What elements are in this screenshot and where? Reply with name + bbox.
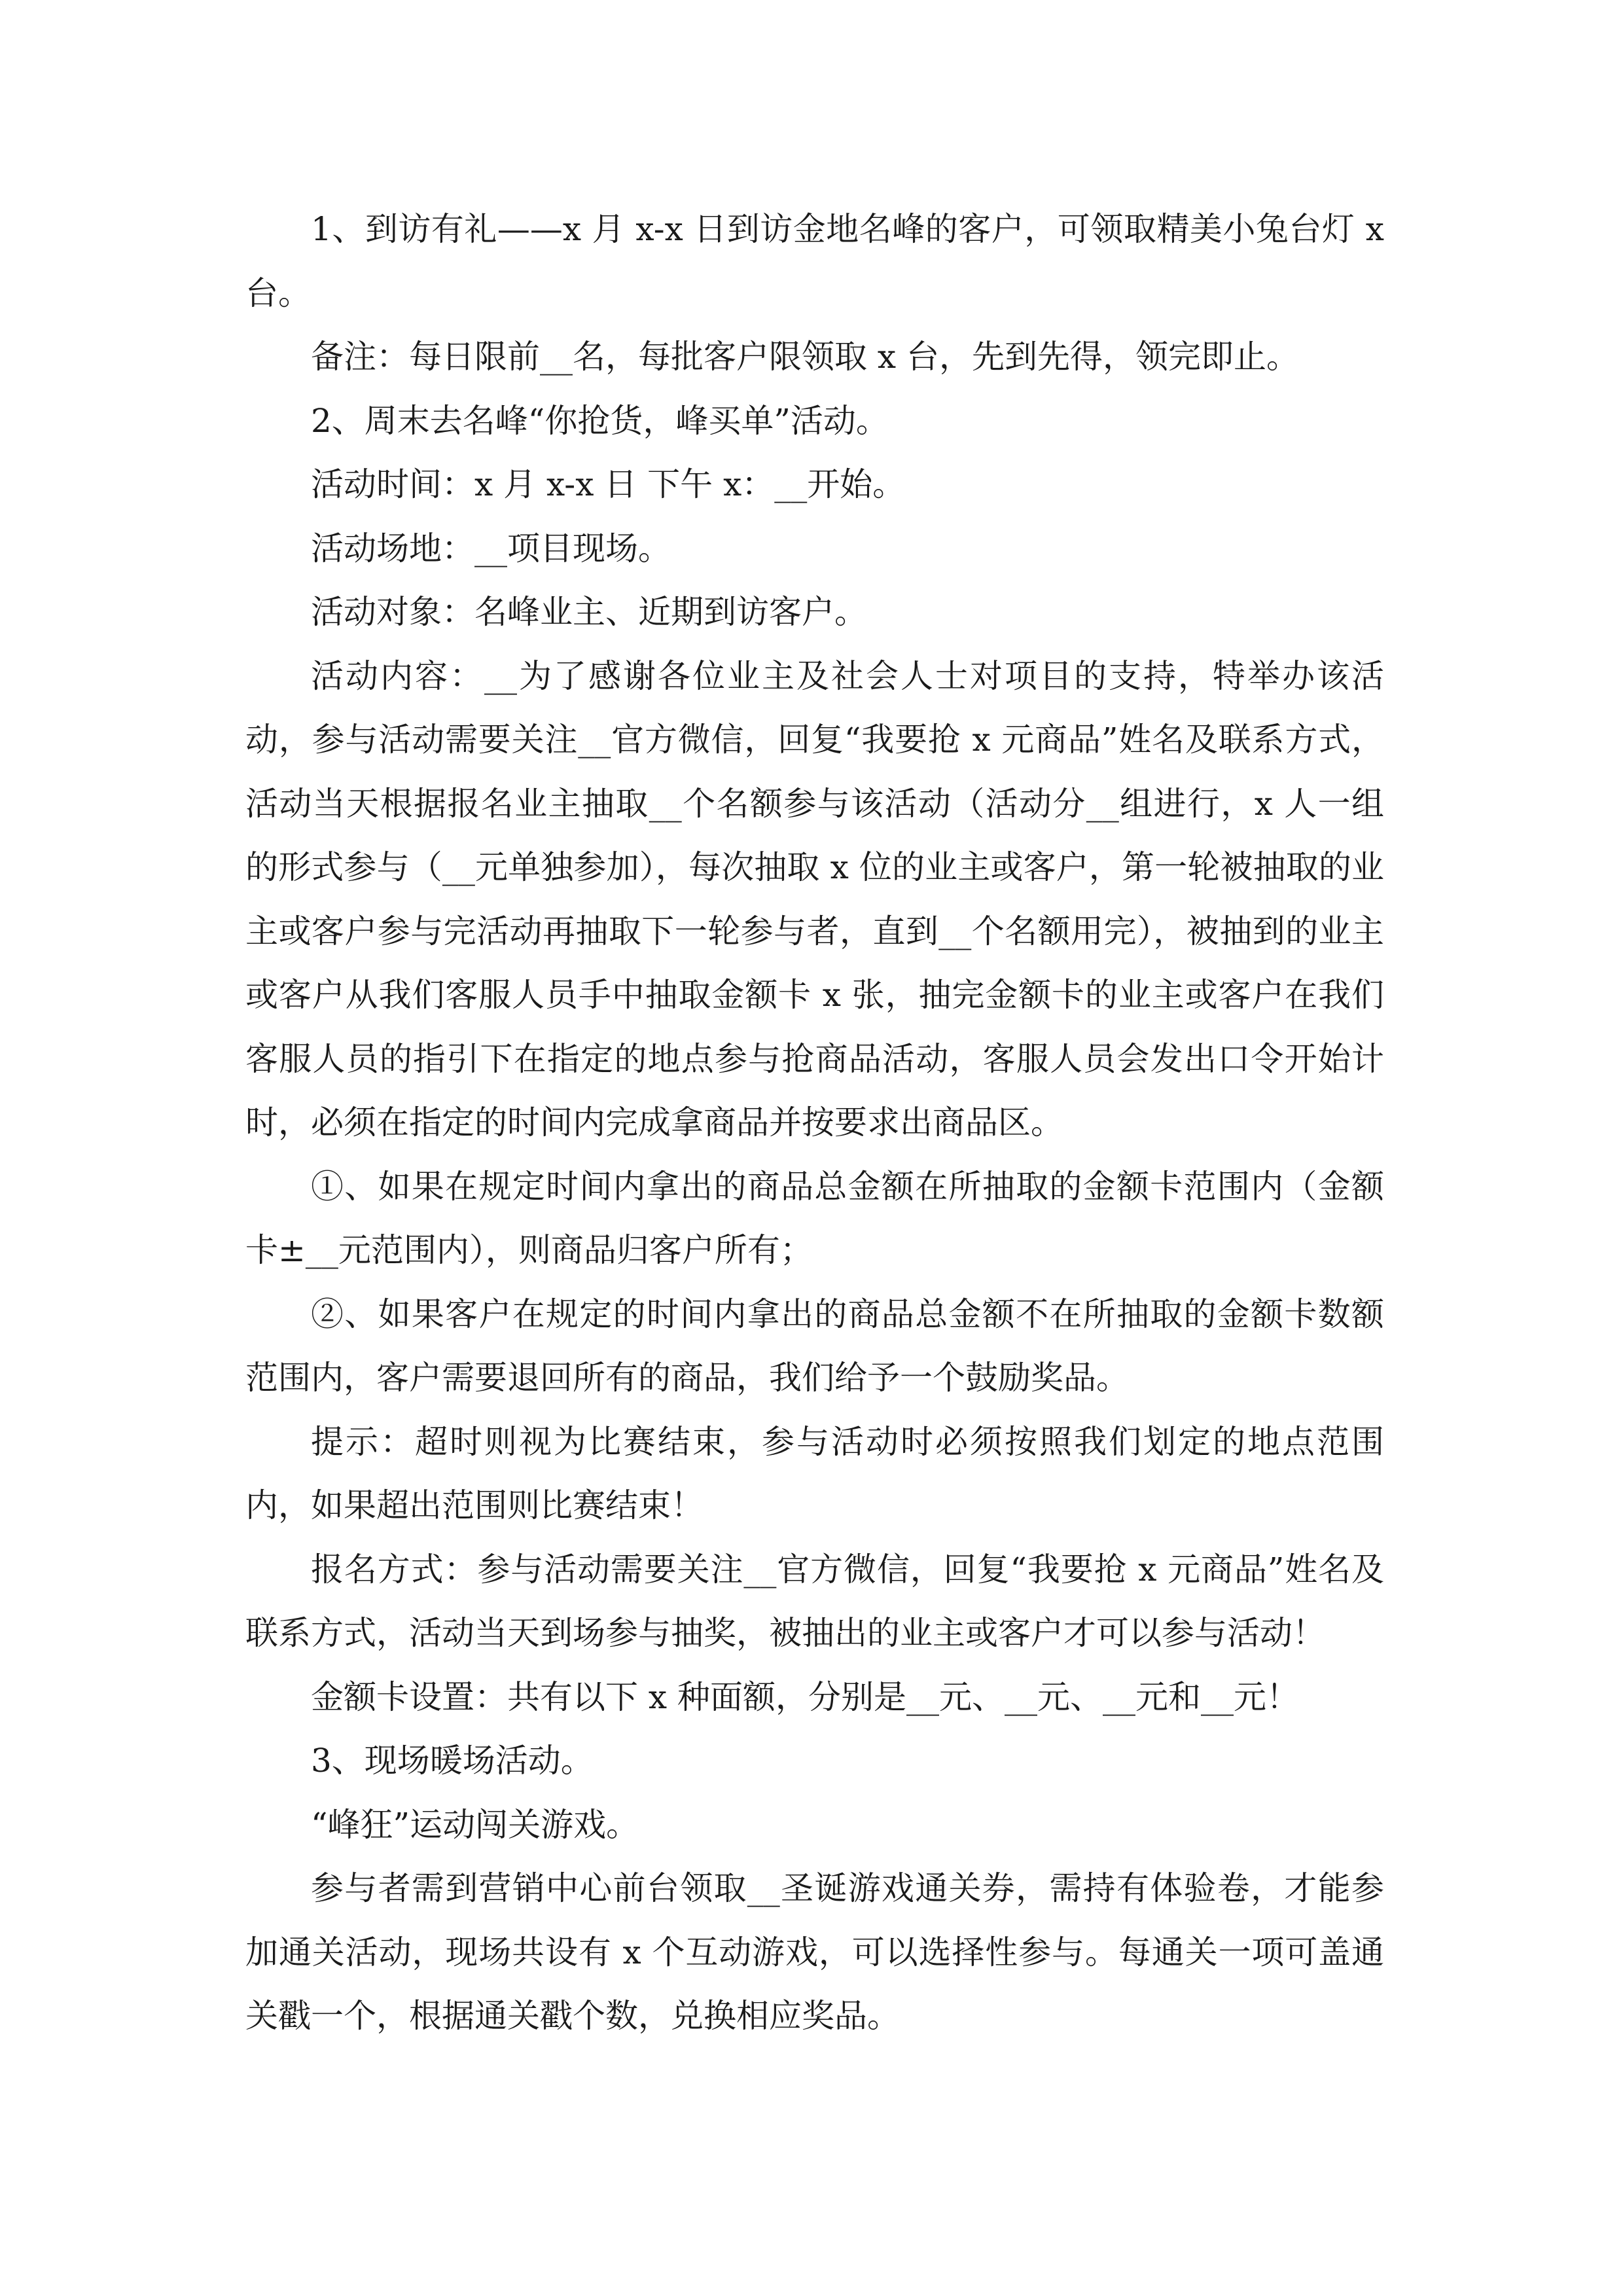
paragraph-activity-venue: 活动场地：__项目现场。 xyxy=(311,529,671,567)
paragraph-rule-2: ②、如果客户在规定的时间内拿出的商品总金额不在所抽取的金额卡数额范围内，客户需要退回所有的商品，我们给予一个鼓励奖品。 xyxy=(245,1295,1384,1397)
document-body xyxy=(245,198,1384,2049)
paragraph-activity-target: 活动对象：名峰业主、近期到访客户。 xyxy=(311,593,867,631)
paragraph-activity-time: 活动时间：x 月 x-x 日 下午 x：__开始。 xyxy=(311,465,906,503)
paragraph-registration: 报名方式：参与活动需要关注__官方微信，回复“我要抢 x 元商品”姓名及联系方式，活动当天到场参与抽奖，被抽出的业主或客户才可以参与活动！ xyxy=(245,1550,1384,1652)
paragraph-warmup: 3、现场暖场活动。 xyxy=(311,1742,594,1780)
paragraph-activity-content: 活动内容：__为了感谢各位业主及社会人士对项目的支持，特举办该活动，参与活动需要关注__官方微信，回复“我要抢 x 元商品”姓名及联系方式，活动当天根据报名业主抽取__个名额参与该活动（活动分__组进行，x 人一组的形式参与（__元单独参加），每次抽取 x 位的业主或客户，第一轮被抽取的业主或客户参与完活动再抽取下一轮参与者，直到__个名额用完），被抽到的业主或客户从我们客服人员手中抽取金额卡 x 张，抽完金额卡的业主或客户在我们客服人员的指引下在指定的地点参与抢商品活动，客服人员会发出口令开始计时，必须在指定的时间内完成拿商品并按要求出商品区。 xyxy=(245,656,1384,1141)
paragraph-game-title: “峰狂”运动闯关游戏。 xyxy=(311,1805,639,1844)
paragraph-tip: 提示：超时则视为比赛结束，参与活动时必须按照我们划定的地点范围内，如果超出范围则比赛结束！ xyxy=(245,1422,1384,1524)
paragraph-visit-gift: 1、到访有礼——x 月 x-x 日到访金地名峰的客户，可领取精美小兔台灯 x 台。 xyxy=(245,210,1384,312)
paragraph-weekend-activity: 2、周末去名峰“你抢货，峰买单”活动。 xyxy=(311,401,889,440)
paragraph-card-settings: 金额卡设置：共有以下 x 种面额，分别是__元、__元、__元和__元！ xyxy=(311,1677,1299,1716)
paragraph-game-details: 参与者需到营销中心前台领取__圣诞游戏通关券，需持有体验卷，才能参加通关活动，现场共设有 x 个互动游戏，可以选择性参与。每通关一项可盖通关戳一个，根据通关戳个数，兑换相应奖品。 xyxy=(245,1869,1384,2035)
paragraph-rule-1: ①、如果在规定时间内拿出的商品总金额在所抽取的金额卡范围内（金额卡±__元范围内），则商品归客户所有； xyxy=(245,1167,1384,1269)
paragraph-note: 备注：每日限前__名，每批客户限领取 x 台，先到先得，领完即止。 xyxy=(311,338,1299,376)
